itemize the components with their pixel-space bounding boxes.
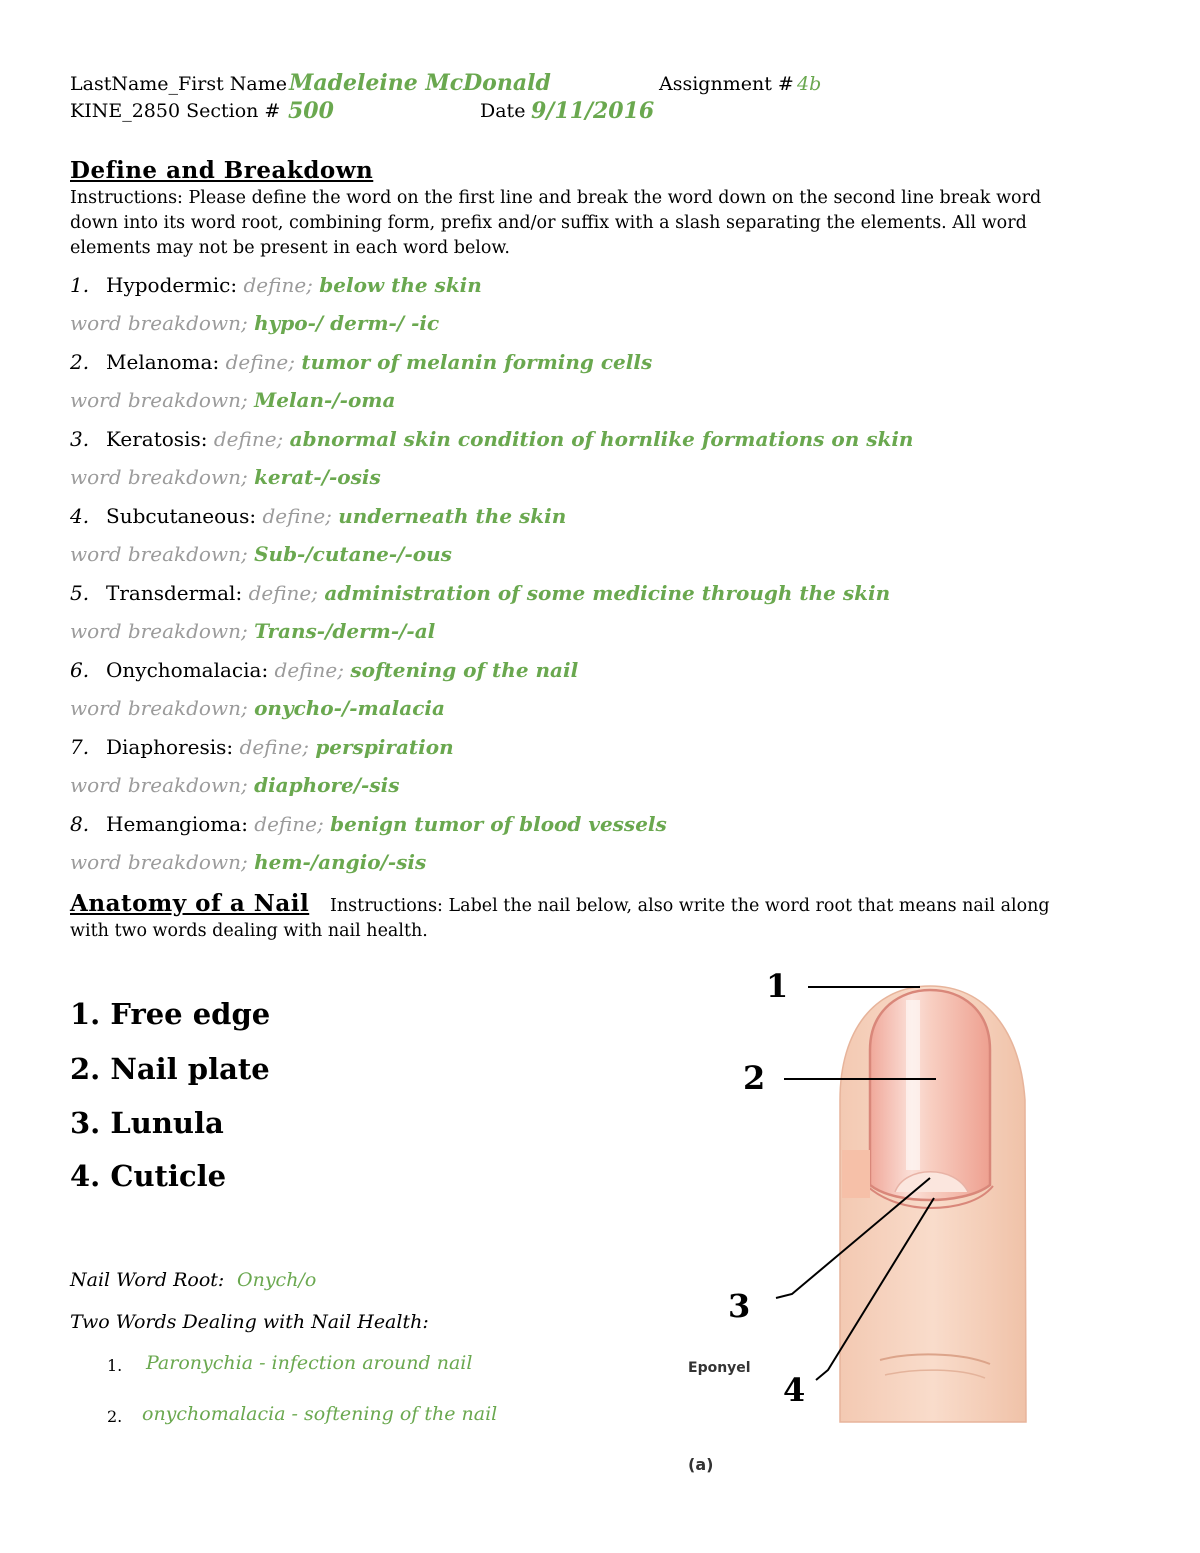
- name-label: LastName_First Name: [70, 73, 288, 95]
- breakdown-label: word breakdown;: [70, 696, 248, 720]
- health-word-1: Paronychia - infection around nail: [146, 1352, 473, 1374]
- define-item: [70, 504, 566, 528]
- define-item: [70, 812, 667, 836]
- item-breakdown: kerat-/-osis: [254, 465, 381, 489]
- callout-1: 1: [766, 967, 789, 1005]
- nail-instructions-1: Instructions: Label the nail below, also write the word root that means nail along: [330, 896, 1050, 916]
- callout-3: 3: [728, 1287, 751, 1325]
- breakdown-label: word breakdown;: [70, 850, 248, 874]
- date-value: 9/11/2016: [531, 98, 655, 124]
- item-breakdown: onycho-/-malacia: [254, 696, 445, 720]
- item-colon: :: [230, 273, 244, 297]
- define-label: define;: [239, 735, 309, 759]
- item-colon: :: [261, 658, 275, 682]
- item-breakdown: hypo-/ derm-/ -ic: [254, 311, 440, 335]
- item-colon: :: [235, 581, 249, 605]
- breakdown-item: [70, 542, 452, 566]
- course-label: KINE_2850 Section #: [70, 100, 281, 122]
- define-label: define;: [225, 350, 295, 374]
- breakdown-item: [70, 773, 399, 797]
- define-item: [70, 581, 890, 605]
- item-term: Melanoma: [106, 350, 213, 374]
- define-label: define;: [274, 658, 344, 682]
- item-number: 8.: [70, 812, 90, 836]
- figure-caption-fragment: (a): [688, 1455, 714, 1474]
- breakdown-item: [70, 311, 439, 335]
- breakdown-item: [70, 696, 445, 720]
- define-instructions-2: down into its word root, combining form, prefix and/or suffix with a slash separating the elements. All word: [70, 213, 1027, 233]
- define-item: [70, 273, 482, 297]
- item-definition: softening of the nail: [350, 658, 579, 682]
- define-instructions-3: elements may not be present in each word below.: [70, 238, 510, 258]
- nail-label-4: 4. Cuticle: [70, 1159, 227, 1193]
- item-breakdown: Sub-/cutane-/-ous: [254, 542, 452, 566]
- item-colon: :: [212, 350, 226, 374]
- breakdown-label: word breakdown;: [70, 619, 248, 643]
- item-colon: :: [249, 504, 263, 528]
- figure-fragment-text: Eponyel: [688, 1360, 751, 1376]
- item-definition: benign tumor of blood vessels: [330, 812, 667, 836]
- item-colon: :: [200, 427, 214, 451]
- nail-section-title: Anatomy of a Nail: [70, 890, 310, 917]
- section-value: 500: [288, 98, 334, 124]
- item-term: Keratosis: [106, 427, 201, 451]
- item-definition: abnormal skin condition of hornlike formations on skin: [289, 427, 914, 451]
- define-label: define;: [243, 273, 313, 297]
- breakdown-label: word breakdown;: [70, 311, 248, 335]
- item-definition: underneath the skin: [338, 504, 567, 528]
- define-item: [70, 350, 652, 374]
- breakdown-label: word breakdown;: [70, 542, 248, 566]
- item-term: Hypodermic: [106, 273, 231, 297]
- define-instructions-1: Instructions: Please define the word on the first line and break the word down on the second line break word: [70, 188, 1042, 208]
- define-label: define;: [248, 581, 318, 605]
- health-word-2: onychomalacia - softening of the nail: [142, 1403, 498, 1425]
- callout-2: 2: [743, 1059, 766, 1097]
- item-number: 3.: [70, 427, 90, 451]
- item-number: 2.: [70, 350, 90, 374]
- breakdown-item: [70, 465, 381, 489]
- item-colon: :: [226, 735, 240, 759]
- callout-4: 4: [783, 1371, 806, 1409]
- breakdown-label: word breakdown;: [70, 773, 248, 797]
- breakdown-item: [70, 850, 426, 874]
- assignment-label: Assignment #: [659, 73, 794, 95]
- breakdown-item: [70, 619, 435, 643]
- item-colon: :: [241, 812, 255, 836]
- name-value: Madeleine McDonald: [289, 70, 551, 96]
- item-number: 4.: [70, 504, 90, 528]
- item-breakdown: Melan-/-oma: [254, 388, 396, 412]
- define-label: define;: [254, 812, 324, 836]
- item-definition: below the skin: [319, 273, 482, 297]
- item-definition: administration of some medicine through the skin: [324, 581, 891, 605]
- item-breakdown: hem-/angio/-sis: [254, 850, 427, 874]
- define-item: [70, 658, 578, 682]
- define-item: [70, 735, 454, 759]
- define-label: define;: [213, 427, 284, 451]
- item-number: 7.: [70, 735, 90, 759]
- item-number: 5.: [70, 581, 90, 605]
- nail-label-3: 3. Lunula: [70, 1106, 224, 1140]
- item-breakdown: Trans-/derm-/-al: [254, 619, 436, 643]
- item-definition: perspiration: [315, 735, 454, 759]
- health-word-1-number: 1.: [107, 1356, 123, 1375]
- item-term: Onychomalacia: [106, 658, 262, 682]
- date-label: Date: [480, 100, 526, 122]
- breakdown-item: [70, 388, 395, 412]
- item-number: 6.: [70, 658, 90, 682]
- item-number: 1.: [70, 273, 90, 297]
- nail-anatomy-figure: [680, 960, 1060, 1480]
- define-label: define;: [262, 504, 332, 528]
- define-section-title: Define and Breakdown: [70, 157, 374, 184]
- item-definition: tumor of melanin forming cells: [301, 350, 653, 374]
- health-word-2-number: 2.: [107, 1407, 123, 1426]
- item-term: Diaphoresis: [106, 735, 227, 759]
- breakdown-label: word breakdown;: [70, 388, 248, 412]
- nail-plate-shape: [870, 990, 990, 1200]
- nail-instructions-2: with two words dealing with nail health.: [70, 921, 428, 941]
- assignment-value: 4b: [797, 73, 822, 95]
- item-term: Transdermal: [106, 581, 236, 605]
- root-label: Nail Word Root:: [70, 1269, 225, 1291]
- item-term: Hemangioma: [106, 812, 242, 836]
- nail-label-1: 1. Free edge: [70, 997, 271, 1031]
- item-term: Subcutaneous: [106, 504, 250, 528]
- health-label: Two Words Dealing with Nail Health:: [70, 1311, 429, 1333]
- breakdown-label: word breakdown;: [70, 465, 248, 489]
- item-breakdown: diaphore/-sis: [254, 773, 400, 797]
- define-item: [70, 427, 913, 451]
- root-value: Onych/o: [237, 1269, 317, 1291]
- nail-label-2: 2. Nail plate: [70, 1052, 270, 1086]
